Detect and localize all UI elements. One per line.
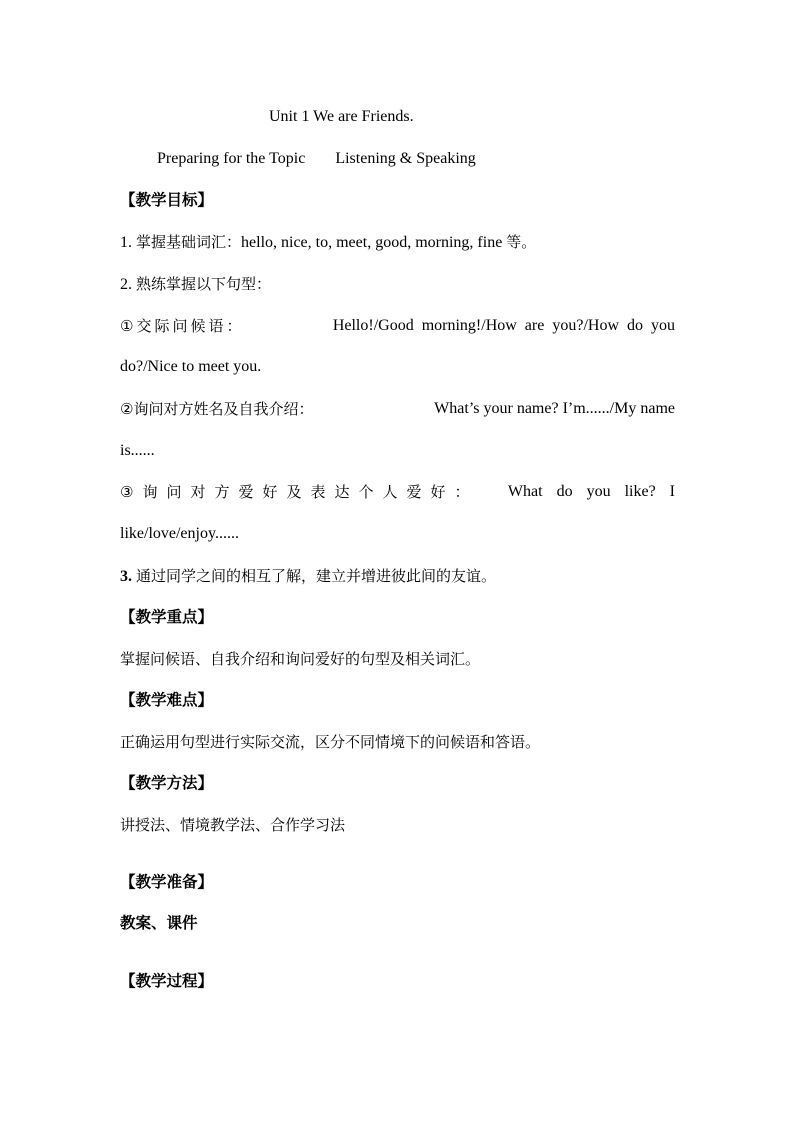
objective-item-2 (120, 274, 675, 295)
subtitle-topic: Preparing for the Topic (157, 150, 306, 167)
sentence-pattern-2 (120, 399, 675, 419)
key-points-text: 掌握问候语、自我介绍和询问爱好的句型及相关词汇。 (120, 650, 481, 668)
preparation-heading: 【教学准备】 (120, 873, 214, 891)
objective-1-vocab: hello, nice, to, meet, good, morning, fine (241, 234, 503, 251)
process-heading: 【教学过程】 (120, 972, 214, 990)
document-page (120, 0, 675, 1123)
objective-1-tail: 等。 (506, 233, 537, 251)
methods-heading: 【教学方法】 (120, 774, 214, 792)
sentence-pattern-1-continued: do?/Nice to meet you. (120, 358, 262, 375)
objective-2-text: 熟练掌握以下句型： (136, 275, 272, 293)
sentence-pattern-3-text: What do you like? I (507, 483, 675, 500)
difficulties-text: 正确运用句型进行实际交流，区分不同情境下的问候语和答语。 (120, 733, 541, 751)
difficulties-heading: 【教学难点】 (120, 691, 214, 709)
objective-1-text: 掌握基础词汇： (136, 233, 242, 251)
sentence-pattern-2-text: What’s your name? I’m....../My name (434, 400, 675, 417)
methods-text: 讲授法、情境教学法、合作学习法 (120, 816, 346, 834)
sentence-pattern-2-label: ②询问对方姓名及自我介绍： (120, 400, 314, 418)
sentence-pattern-1 (120, 316, 675, 336)
objective-2-number: 2. (120, 276, 132, 293)
sentence-pattern-2-continued: is...... (120, 442, 155, 459)
objective-item-3 (120, 566, 675, 587)
objective-3-number: 3. (120, 568, 132, 585)
document-subtitle (157, 149, 476, 169)
sentence-pattern-1-text: Hello!/Good morning!/How are you?/How do you (332, 317, 675, 334)
preparation-text: 教案、课件 (120, 914, 198, 932)
sentence-pattern-3-label: ③询问对方爱好及表达个人爱好： (120, 483, 479, 501)
sentence-pattern-3-continued: like/love/enjoy...... (120, 525, 239, 542)
objective-1-number: 1. (120, 234, 132, 251)
key-points-heading: 【教学重点】 (120, 608, 214, 626)
objective-item-1 (120, 232, 675, 253)
objective-3-text: 通过同学之间的相互了解，建立并增进彼此间的友谊。 (136, 567, 497, 585)
subtitle-skills: Listening & Speaking (335, 150, 476, 167)
objectives-heading: 【教学目标】 (120, 191, 214, 209)
sentence-pattern-3 (120, 482, 675, 502)
document-title: Unit 1 We are Friends. (269, 108, 414, 125)
sentence-pattern-1-label: ①交际问候语： (120, 317, 245, 335)
